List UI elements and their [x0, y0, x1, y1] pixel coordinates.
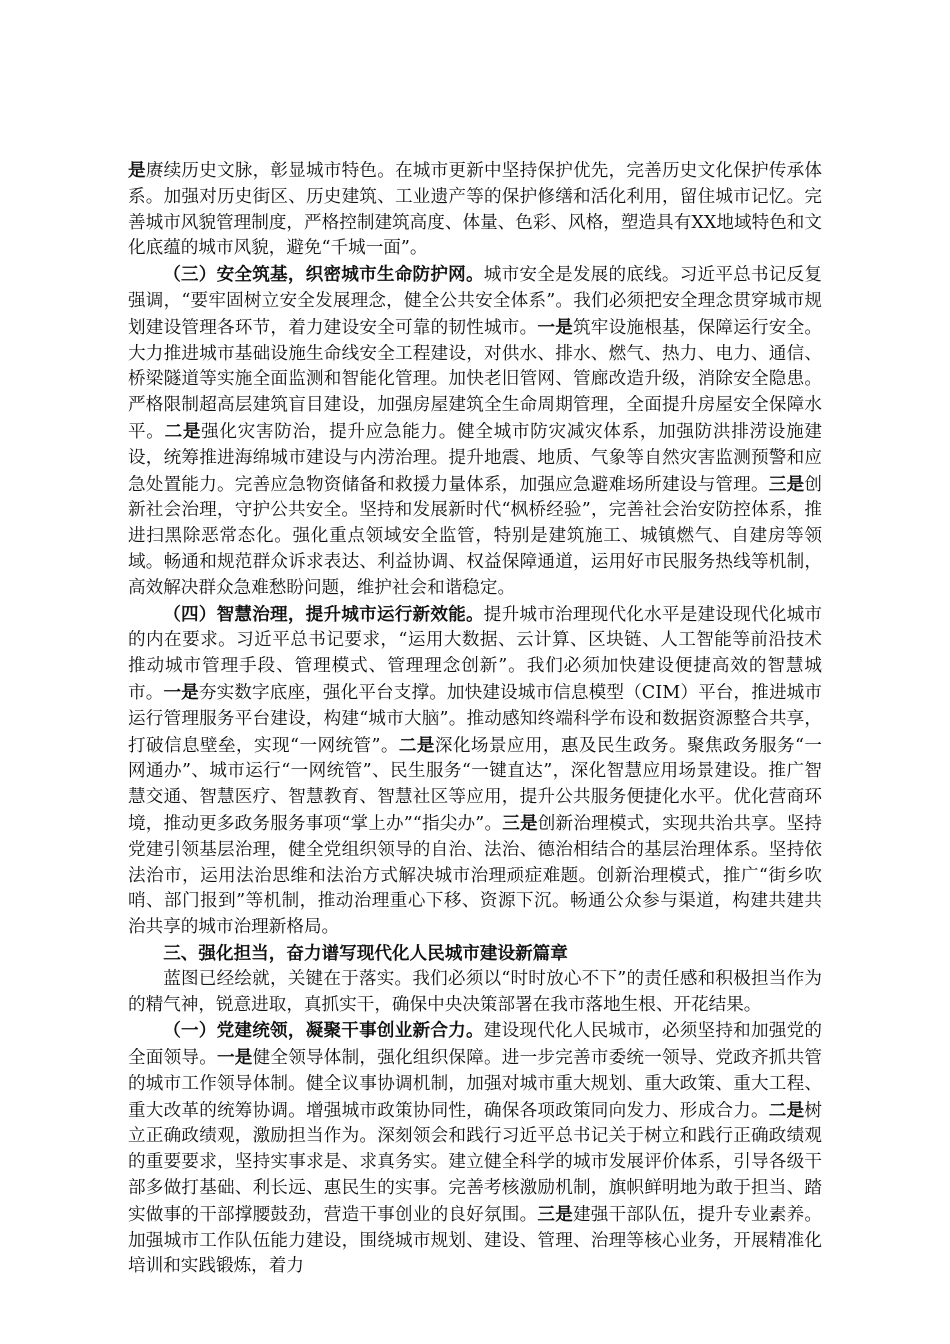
- text-run: 建设现代化人民城市，必须坚持和加强党的全面领导。: [128, 1021, 822, 1069]
- section-heading-run: （四）智慧治理，提升城市运行新效能。: [163, 603, 484, 625]
- text-run: 树立正确政绩观，激励担当作为。深刻领会和践行习近平总书记关于树立和践行正确政绩观的重要要求，坚持实事求是、求真务实。建立健全科学的城市发展评价体系，引导各级干部多做打基础、利长远、惠民生的实事。完善考核激励机制，旗帜鲜明地为敢于担当、踏实做事的干部撑腰鼓劲，营造干事创业的良好氛围。: [128, 1100, 822, 1225]
- text-run: 强化灾害防治，提升应急能力。健全城市防灾减灾体系，加强防洪排涝设施建设，统筹推进海绵城市建设与内涝治理。提升地震、地质、气象等自然灾害监测预警和应急处置能力。完善应急物资储备和救援力量体系，加强应急避难场所建设与管理。: [128, 421, 822, 495]
- text-run: 提升城市治理现代化水平是建设现代化城市的内在要求。习近平总书记要求，“运用大数据、云计算、区块链、人工智能等前沿技术推动城市管理手段、管理模式、管理理念创新”。我们必须加快建设便捷高效的智慧城市。: [128, 604, 822, 703]
- bold-run: 一是: [163, 681, 199, 703]
- text-run: 筑牢设施根基，保障运行安全。大力推进城市基础设施生命线安全工程建设，对供水、排水、燃气、热力、电力、通信、桥梁隧道等实施全面监测和智能化管理。加快老旧管网、管廊改造升级，消除安全隐患。严格限制超高层建筑盲目建设，加强房屋建筑全生命周期管理，全面提升房屋安全保障水平。: [128, 317, 822, 442]
- paragraph: [128, 1018, 822, 1280]
- text-run: 夯实数字底座，强化平台支撑。加快建设城市信息模型（CIM）平台，推进城市运行管理服务平台建设，构建“城市大脑”。推动感知终端科学布设和数据资源整合共享，打破信息壁垒，实现“一网统管”。: [128, 682, 822, 756]
- text-run: 健全领导体制，强化组织保障。进一步完善市委统一领导、党政齐抓共管的城市工作领导体制。健全议事协调机制，加强对城市重大规划、重大政策、重大工程、重大改革的统筹协调。增强城市政策协同性，确保各项政策同向发力、形成合力。: [128, 1048, 822, 1121]
- text-run: 建强干部队伍，提升专业素养。加强城市工作队伍能力建设，围绕城市规划、建设、管理、治理等核心业务，开展精准化培训和实践锻炼，着力: [128, 1204, 822, 1277]
- bold-run: 二是: [768, 1099, 805, 1121]
- paragraph: [128, 262, 822, 601]
- paragraph: [128, 602, 822, 941]
- bold-run: 一是: [537, 316, 573, 338]
- bold-run: 三是: [502, 812, 538, 834]
- chapter-heading-text: 三、强化担当，奋力谱写现代化人民城市建设新篇章: [163, 942, 568, 964]
- bold-run: 二是: [164, 420, 202, 442]
- bold-run: 是: [128, 160, 146, 181]
- chapter-heading: [128, 941, 822, 967]
- bold-run: 三是: [768, 473, 805, 495]
- text-run: 深化场景应用，惠及民生政务。聚焦政务服务“一网通办”、城市运行“一网统管”、民生服务“一键直达”，深化智慧应用场景建设。推广智慧交通、智慧医疗、智慧教育、智慧社区等应用，提升公共服务便捷化水平。优化营商环境，推动更多政务服务事项“掌上办”“指尖办”。: [128, 735, 822, 834]
- bold-run: 三是: [537, 1203, 573, 1225]
- document-page: [128, 158, 822, 1280]
- text-run: 创新治理模式，实现共治共享。坚持党建引领基层治理，健全党组织领导的自治、法治、德治相结合的基层治理体系。坚持依法治市，运用法治思维和法治方式解决城市治理顽症难题。创新治理模式，推广“街乡吹哨、部门报到”等机制，推动治理重心下移、资源下沉。畅通公众参与渠道，构建共建共治共享的城市治理新格局。: [128, 813, 822, 938]
- text-run: 城市安全是发展的底线。习近平总书记反复强调，“要牢固树立安全发展理念，健全公共安全体系”。我们必须把安全理念贯穿城市规划建设管理各环节，着力建设安全可靠的韧性城市。: [128, 265, 822, 338]
- text-run: 创新社会治理，守护公共安全。坚持和发展新时代“枫桥经验”，完善社会治安防控体系，推进扫黑除恶常态化。强化重点领域安全监管，特别是建筑施工、城镇燃气、自建房等领域。畅通和规范群众诉求表达、利益协调、权益保障通道，运用好市民服务热线等机制，高效解决群众急难愁盼问题，维护社会和谐稳定。: [128, 474, 822, 598]
- section-heading-run: （三）安全筑基，织密城市生命防护网。: [163, 264, 484, 286]
- paragraph: [128, 158, 822, 262]
- section-heading-run: （一）党建统领，凝聚干事创业新合力。: [163, 1020, 484, 1042]
- text-run: 赓续历史文脉，彰显城市特色。在城市更新中坚持保护优先，完善历史文化保护传承体系。加强对历史街区、历史建筑、工业遗产等的保护修缮和活化利用，留住城市记忆。完善城市风貌管理制度，严格控制建筑高度、体量、色彩、风格，塑造具有XX地域特色和文化底蕴的城市风貌，避免“千城一面”。: [128, 161, 822, 259]
- paragraph: [128, 967, 822, 1019]
- bold-run: 一是: [217, 1047, 253, 1069]
- text-run: 蓝图已经绘就，关键在于落实。我们必须以“时时放心不下”的责任感和积极担当作为的精气神，锐意进取，真抓实干，确保中央决策部署在我市落地生根、开花结果。: [128, 968, 822, 1015]
- bold-run: 二是: [398, 734, 435, 756]
